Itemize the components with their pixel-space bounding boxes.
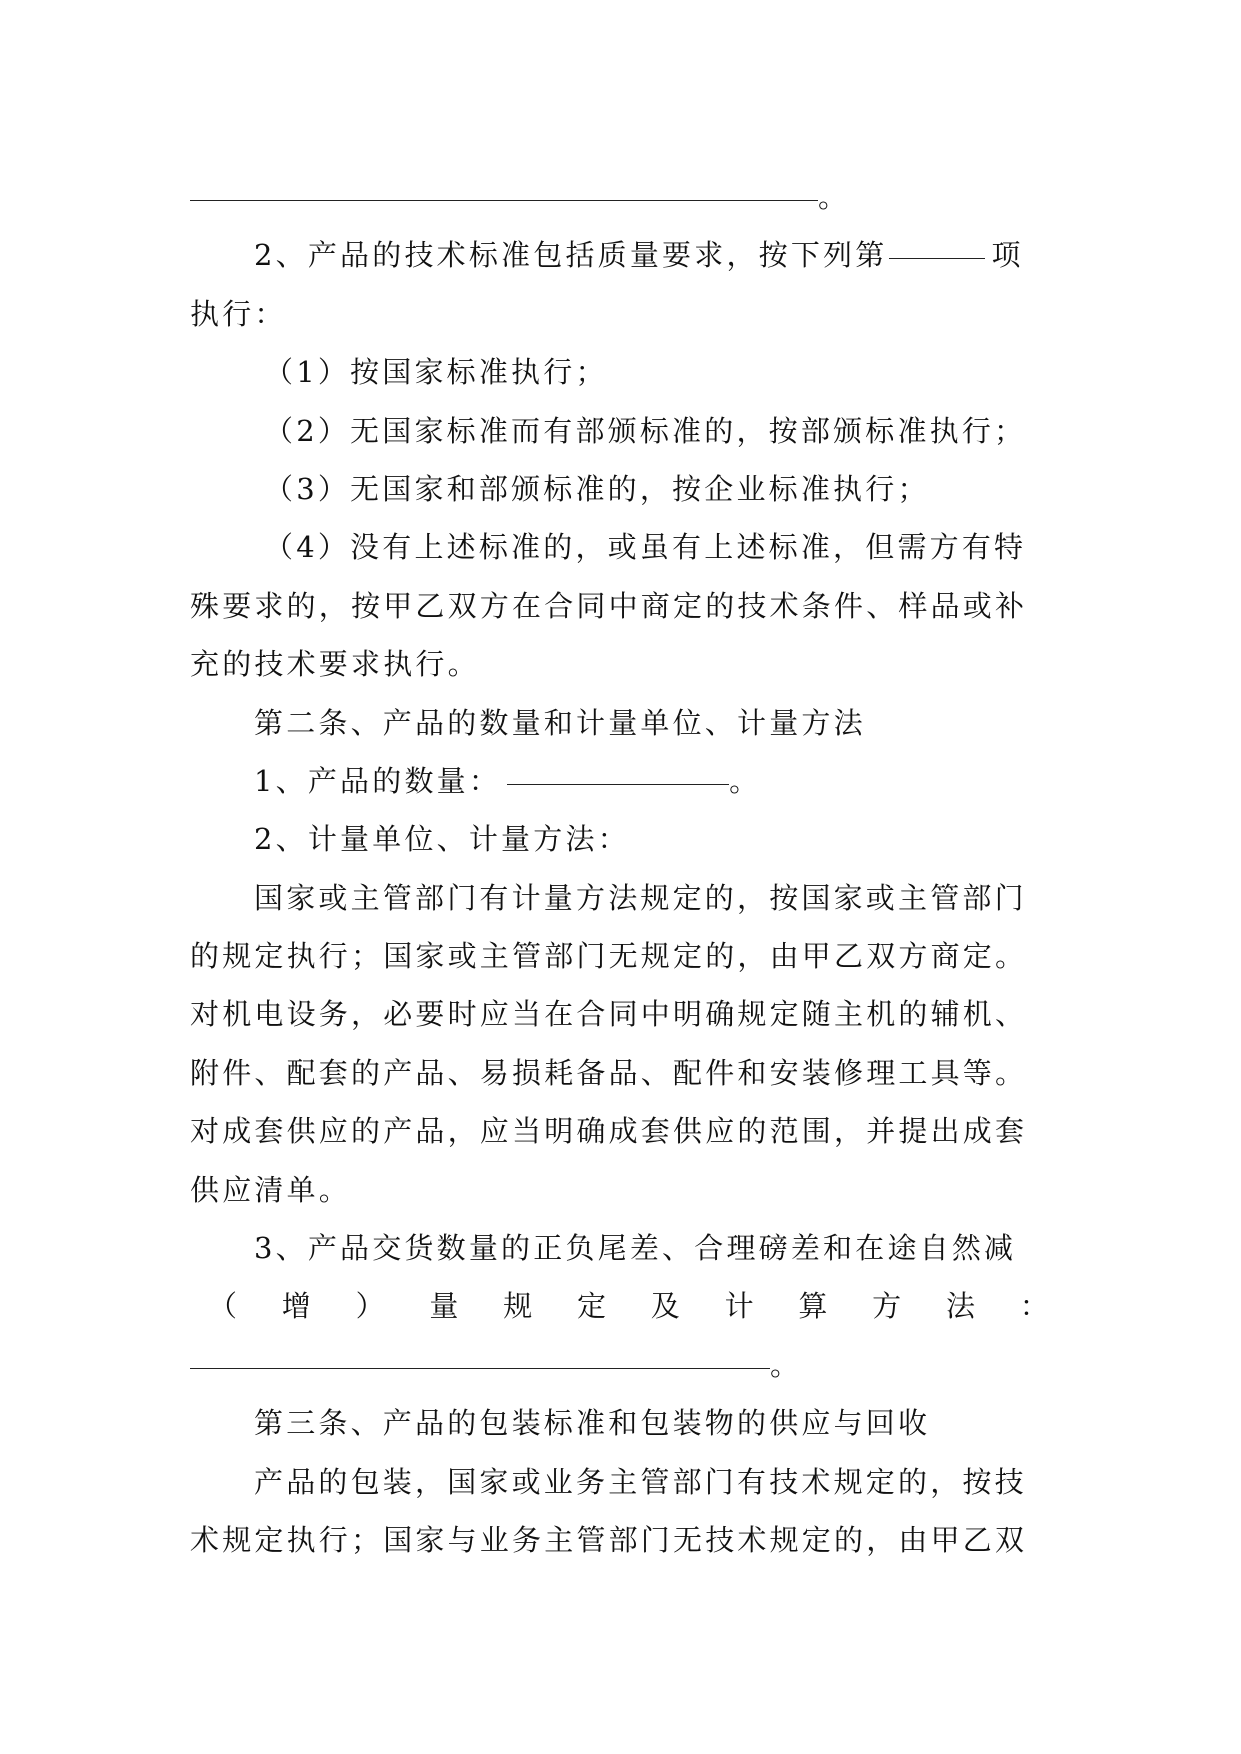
text-line: 执行： [190, 296, 287, 331]
list-item: （3）无国家和部颁标准的，按企业标准执行； [264, 471, 930, 506]
section-heading: 第三条、产品的包装标准和包装物的供应与回收 [254, 1406, 931, 1441]
fill-in-blank[interactable] [190, 1368, 770, 1369]
text-line: 的规定执行；国家或主管部门无规定的，由甲乙双方商定。 [190, 939, 1028, 974]
text-line: 产品的包装，国家或业务主管部门有技术规定的，按技 [254, 1464, 1027, 1499]
fill-in-blank[interactable] [190, 200, 818, 201]
justified-text-line: （ 增 ） 量 规 定 及 计 算 方 法 ： [208, 1289, 1052, 1324]
text-line: 附件、配套的产品、易损耗备品、配件和安装修理工具等。 [190, 1055, 1028, 1090]
text-line: 供应清单。 [190, 1172, 352, 1207]
text-line: 2、产品的技术标准包括质量要求，按下列第 项 [254, 238, 1024, 273]
text-line: 对成套供应的产品，应当明确成套供应的范围，并提出成套 [190, 1114, 1028, 1149]
text-line: 。 [190, 1336, 1060, 1394]
text-line: 充的技术要求执行。 [190, 647, 480, 682]
text-line: 殊要求的，按甲乙双方在合同中商定的技术条件、样品或补 [190, 588, 1028, 623]
list-item: （2）无国家标准而有部颁标准的，按部颁标准执行； [264, 413, 1027, 448]
document-body [190, 168, 1060, 1569]
text-line: 国家或主管部门有计量方法规定的，按国家或主管部门 [254, 880, 1027, 915]
section-heading: 第二条、产品的数量和计量单位、计量方法 [254, 705, 866, 740]
text-line: 对机电设务，必要时应当在合同中明确规定随主机的辅机、 [190, 997, 1028, 1032]
list-item: （1）按国家标准执行； [264, 355, 608, 390]
fill-in-blank[interactable] [889, 258, 985, 259]
list-item: （4）没有上述标准的，或虽有上述标准，但需方有特 [264, 530, 1027, 565]
fill-in-blank[interactable] [507, 784, 729, 785]
text-line: 。 [190, 168, 1060, 226]
text-line: 术规定执行；国家与业务主管部门无技术规定的，由甲乙双 [190, 1522, 1028, 1557]
text-line: 1、产品的数量： 。 [254, 763, 759, 798]
text-line: 2、计量单位、计量方法： [254, 822, 630, 857]
text-line: 3、产品交货数量的正负尾差、合理磅差和在途自然减 [254, 1231, 1017, 1266]
